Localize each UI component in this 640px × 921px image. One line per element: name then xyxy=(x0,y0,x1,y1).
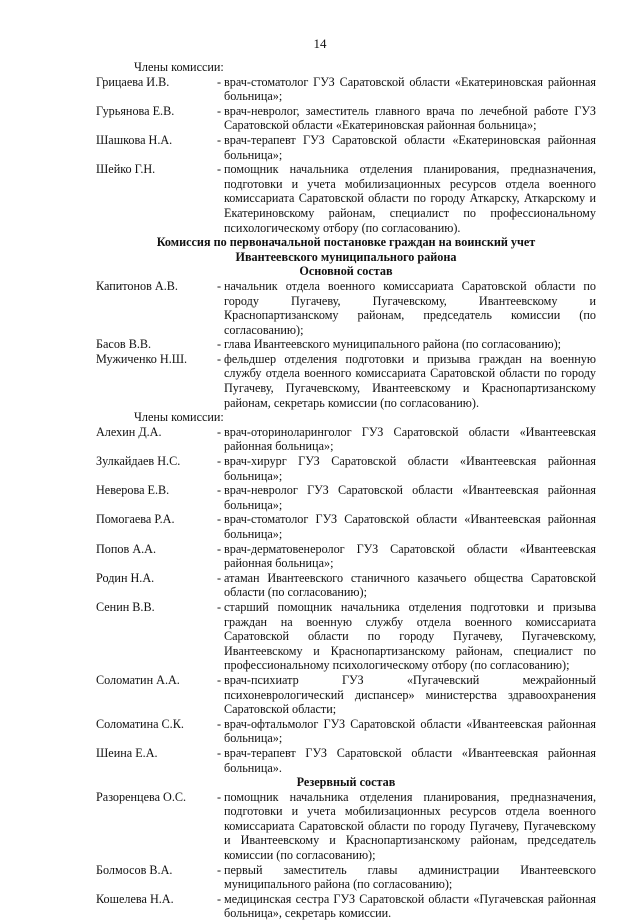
member-name: Гурьянова Е.В. xyxy=(96,103,175,118)
member-name: Шейко Г.Н. xyxy=(96,162,156,177)
dash-separator: - xyxy=(216,745,222,760)
dash-separator: - xyxy=(216,672,222,687)
member-row xyxy=(96,454,596,483)
member-row xyxy=(96,600,596,673)
member-name: Зулкайдаев Н.С. xyxy=(96,454,181,469)
member-position: врач-офтальмолог ГУЗ Саратовской области «Ивантеевская районная больница»; xyxy=(224,716,596,746)
member-position: первый заместитель главы администрации Ивантеевского муниципального района (по согласованию); xyxy=(224,862,596,892)
member-position: врач-стоматолог ГУЗ Саратовской области «Екатериновская районная больница»; xyxy=(224,74,596,104)
member-row xyxy=(96,512,596,541)
member-position: врач-психиатр ГУЗ «Пугачевский межрайонный психоневрологический диспансер» министерства здравоохранения Саратовской области; xyxy=(224,672,596,717)
member-row xyxy=(96,571,596,600)
member-name: Попов А.А. xyxy=(96,541,157,556)
dash-separator: - xyxy=(216,103,222,118)
member-name: Алехин Д.А. xyxy=(96,424,162,439)
member-row xyxy=(96,673,596,717)
member-name: Соломатина С.К. xyxy=(96,716,184,731)
member-name: Басов В.В. xyxy=(96,337,152,352)
member-row xyxy=(96,863,596,892)
member-position: врач-оториноларинголог ГУЗ Саратовской области «Ивантеевская районная больница»; xyxy=(224,424,596,454)
member-position: врач-стоматолог ГУЗ Саратовской области «Ивантеевская районная больница»; xyxy=(224,512,596,541)
dash-separator: - xyxy=(216,132,222,147)
member-row xyxy=(96,337,596,352)
section-heading: Резервный состав xyxy=(296,775,396,790)
section-heading: Комиссия по первоначальной постановке граждан на воинский учет xyxy=(156,235,536,250)
member-position: врач-хирург ГУЗ Саратовской области «Ивантеевская районная больница»; xyxy=(224,454,596,483)
members-label: Члены комиссии: xyxy=(134,410,224,425)
member-name: Помогаева Р.А. xyxy=(96,512,175,527)
member-position: помощник начальника отделения планирования, предназначения, подготовки и учета мобилизационных ресурсов отдела военного комиссариата Саратовской области по городу Пугачеву, Пугачевскому и Ивантеевскому и Краснопартизанскому районам, председатель комиссии (по согласованию); xyxy=(224,789,596,863)
dash-separator: - xyxy=(216,541,222,556)
dash-separator: - xyxy=(216,162,222,177)
dash-separator: - xyxy=(216,454,222,469)
member-name: Шашкова Н.А. xyxy=(96,132,173,147)
member-name: Кошелева Н.А. xyxy=(96,891,174,906)
dash-separator: - xyxy=(216,278,222,293)
member-name: Болмосов В.А. xyxy=(96,862,173,877)
member-row xyxy=(96,279,596,337)
member-row xyxy=(96,133,596,162)
section-heading: Ивантеевского муниципального района xyxy=(235,249,457,264)
member-row xyxy=(96,104,596,133)
member-position: врач-терапевт ГУЗ Саратовской области «Ивантеевская районная больница». xyxy=(224,745,596,775)
member-position: врач-дерматовенеролог ГУЗ Саратовской области «Ивантеевская районная больница»; xyxy=(224,541,596,571)
member-name: Соломатин А.А. xyxy=(96,672,180,687)
member-position: врач-невролог ГУЗ Саратовской области «Ивантеевская районная больница»; xyxy=(224,483,596,512)
dash-separator: - xyxy=(216,351,222,366)
member-row xyxy=(96,542,596,571)
dash-separator: - xyxy=(216,337,222,352)
dash-separator: - xyxy=(216,74,222,89)
page-number: 14 xyxy=(313,36,327,51)
member-row xyxy=(96,352,596,410)
section-heading: Основной состав xyxy=(299,264,393,279)
member-row xyxy=(96,483,596,512)
dash-separator: - xyxy=(216,862,222,877)
member-position: врач-невролог, заместитель главного врача по лечебной работе ГУЗ Саратовской области «Екатериновская районная больница»; xyxy=(224,103,596,133)
member-name: Сенин В.В. xyxy=(96,599,155,614)
dash-separator: - xyxy=(216,789,222,804)
member-name: Капитонов А.В. xyxy=(96,278,178,293)
member-position: фельдшер отделения подготовки и призыва граждан на военную службу отдела военного комиссариата Саратовской области по городу Пугачеву, Пугачевскому, Ивантеевскому и Краснопартизанскому районам, секретарь комиссии (по согласованию). xyxy=(224,351,596,410)
member-position: атаман Ивантеевского станичного казачьего общества Саратовской области (по согласованию); xyxy=(224,570,596,600)
dash-separator: - xyxy=(216,716,222,731)
member-name: Родин Н.А. xyxy=(96,570,155,585)
dash-separator: - xyxy=(216,424,222,439)
member-row xyxy=(96,425,596,454)
dash-separator: - xyxy=(216,570,222,585)
dash-separator: - xyxy=(216,891,222,906)
member-name: Неверова Е.В. xyxy=(96,483,170,498)
member-position: глава Ивантеевского муниципального района (по согласованию); xyxy=(224,337,562,352)
member-position: старший помощник начальника отделения подготовки и призыва граждан на военную службу отдела военного комиссариата Саратовской области по городу Пугачеву, Пугачевскому, Ивантеевскому и Краснопартизанскому районам, специалист по профессиональному психологическому отбору (по согласованию); xyxy=(224,599,596,673)
member-row xyxy=(96,717,596,746)
member-position: начальник отдела военного комиссариата Саратовской области по городу Пугачеву, Пугачевскому, Ивантеевскому и Краснопартизанскому районам, председатель комиссии (по согласованию); xyxy=(224,278,596,337)
document-body xyxy=(96,60,596,921)
dash-separator: - xyxy=(216,483,222,498)
member-name: Разоренцева О.С. xyxy=(96,789,187,804)
member-position: медицинская сестра ГУЗ Саратовской области «Пугачевская районная больница», секретарь комиссии. xyxy=(224,891,596,921)
members-label: Члены комиссии: xyxy=(134,60,224,74)
member-position: помощник начальника отделения планирования, предназначения, подготовки и учета мобилизационных ресурсов отдела военного комиссариата Саратовской области по городу Аткарску, Аткарскому и Екатериновскому районам, специалист по профессиональному психологическому отбору (по согласованию). xyxy=(224,162,596,235)
member-name: Шеина Е.А. xyxy=(96,745,158,760)
member-row xyxy=(96,75,596,104)
member-row xyxy=(96,162,596,235)
member-position: врач-терапевт ГУЗ Саратовской области «Екатериновская районная больница»; xyxy=(224,132,596,162)
member-name: Мужиченко Н.Ш. xyxy=(96,351,188,366)
member-name: Грицаева И.В. xyxy=(96,74,170,89)
member-row xyxy=(96,790,596,863)
dash-separator: - xyxy=(216,599,222,614)
dash-separator: - xyxy=(216,512,222,527)
member-row xyxy=(96,746,596,775)
member-row xyxy=(96,892,596,921)
